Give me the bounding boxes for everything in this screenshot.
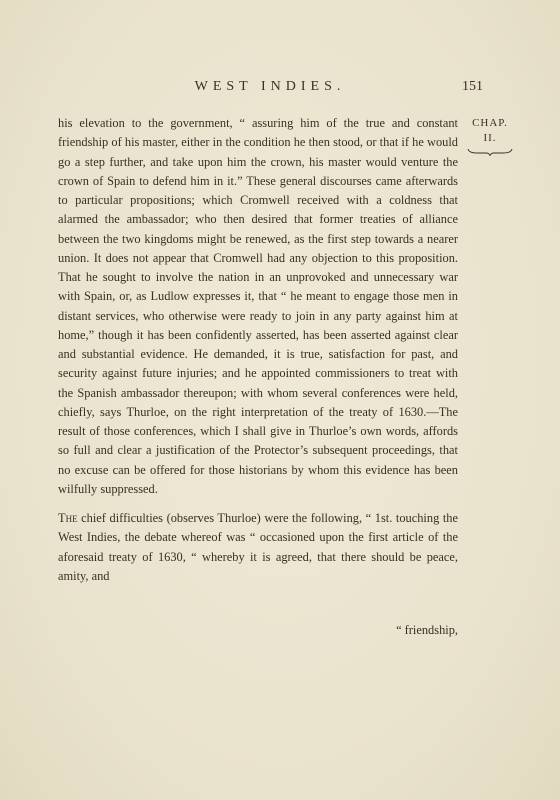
chapter-label: CHAP. — [472, 117, 508, 129]
paragraph-1: his elevation to the government, “ assuring him of the true and constant friendship of his master, either in the condition he then stood, or that if he would go a step further, and take upon him the crown, his master would venture the crown of Spain to defend him in it.” These general discourses came afterwards to particular propositions; which Cromwell received with a coldness that alarmed the ambassador; who then desired that former treaties of alliance between the two kingdoms might be renewed, as the first step towards a nearer union. It does not appear that Cromwell had any objection to this proposition. That he sought to involve the nation in an unprovoked and unnecessary war with Spain, or, as Ludlow expresses it, that “ he meant to engage those men in distant services, who otherwise were ready to join in any party against him at home,” though it has been confidently asserted, has been asserted against clear and substantial evidence. He demanded, it is true, satisfaction for past, and security against future injuries; and he appointed commissioners to treat with the Spanish ambassador thereupon; with whom several conferences were held, chiefly, says Thurloe, on the right interpretation of the treaty of 1630.—The result of those conferences, which I shall give in Thurloe’s own words, affords so full and clear a justification of the Protector’s subsequent proceedings, that no excuse can be offered for those historians by whom this evidence has been wilfully suppressed. — [58, 116, 458, 496]
running-head: WEST INDIES. — [194, 79, 346, 94]
paragraph-2-lead: The — [58, 511, 78, 525]
brace-ornament-icon — [467, 148, 513, 156]
catchword: “ friendship, — [396, 623, 458, 637]
paragraph-2-text: chief difficulties (observes Thurloe) were the following, “ 1st. touching the West Indies, the debate whereof was “ occasioned upon the first article of the aforesaid treaty of 1630, “ whereby it is agreed, that there should be peace, amity, and — [58, 511, 458, 583]
paragraph-2 — [58, 509, 458, 586]
chapter-number: II. — [483, 132, 497, 144]
body-text — [58, 114, 458, 586]
margin-chapter-note — [464, 116, 516, 156]
page-number: 151 — [462, 79, 483, 94]
